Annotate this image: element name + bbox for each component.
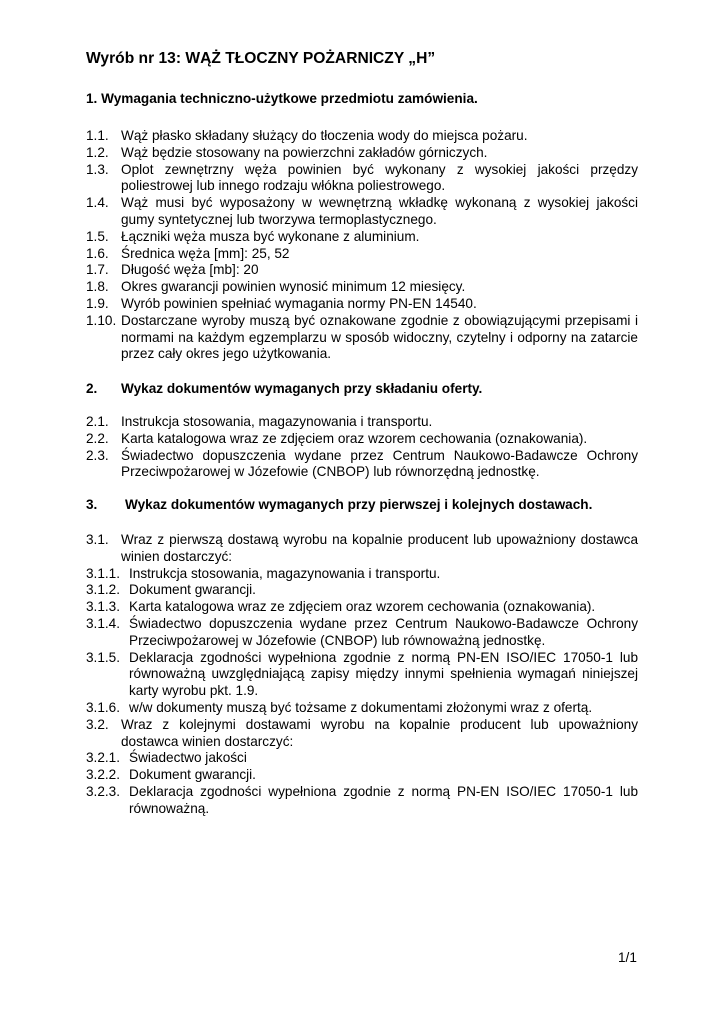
- list-item: [86, 616, 638, 650]
- item-text: Instrukcja stosowania, magazynowania i transportu.: [129, 565, 441, 581]
- item-number: 1.7.: [86, 262, 109, 278]
- item-number: 1.10.: [86, 312, 117, 328]
- item-text: Dostarczane wyroby muszą być oznakowane zgodnie z obowiązującymi przepisami i normami na każdym egzemplarzu w sposób widoczny, czytelny i odporny na zatarcie przez cały okres jego użytkowania.: [121, 312, 638, 362]
- list-item: [86, 128, 638, 145]
- document-title: Wyrób nr 13: WĄŻ TŁOCZNY POŻARNICZY „H”: [86, 50, 436, 67]
- item-number: 1.1.: [86, 128, 109, 143]
- item-number: 3.2.3.: [86, 783, 121, 799]
- item-text: Wraz z kolejnymi dostawami wyrobu na kopalnie producent lub upoważniony dostawca winien dostarczyć:: [121, 716, 638, 749]
- item-text: Deklaracja zgodności wypełniona zgodnie z normą PN-EN ISO/IEC 17050-1 lub równoważną uwzględniającą zapisy między innymi spełnienia wymagań niniejszej karty wyrobu pkt. 1.9.: [129, 649, 638, 699]
- list-item: [86, 246, 638, 263]
- section2-heading: [86, 381, 482, 398]
- item-text: Łączniki węża musza być wykonane z aluminium.: [121, 228, 420, 244]
- item-number: 2.1.: [86, 414, 109, 429]
- list-item: [86, 313, 638, 363]
- item-text: Średnica węża [mm]: 25, 52: [121, 245, 290, 261]
- section3-heading: [86, 497, 592, 514]
- list-item: [86, 784, 638, 818]
- item-text: Wąż musi być wyposażony w wewnętrzną wkładkę wykonaną z wysokiej jakości gumy syntetycznej lub tworzywa termoplastycznego.: [121, 195, 638, 227]
- list-item: [86, 532, 638, 566]
- list-item: [86, 414, 638, 431]
- list-item: [86, 750, 638, 767]
- item-text: Dokument gwarancji.: [129, 767, 256, 783]
- item-text: Świadectwo dopuszczenia wydane przez Centrum Naukowo-Badawcze Ochrony Przeciwpożarowej w Józefowie (CNBOP) lub równorzędną jednostkę.: [121, 447, 638, 480]
- list-item: [86, 279, 638, 296]
- item-text: Wyrób powinien spełniać wymagania normy PN-EN 14540.: [121, 295, 477, 311]
- list-item: [86, 767, 638, 784]
- list-item: [86, 448, 638, 482]
- item-number: 1.3.: [86, 161, 109, 177]
- item-number: 3.1.3.: [86, 599, 121, 615]
- item-number: 3.1.: [86, 532, 109, 547]
- item-text: Karta katalogowa wraz ze zdjęciem oraz wzorem cechowania (oznakowania).: [129, 599, 596, 615]
- item-text: Instrukcja stosowania, magazynowania i transportu.: [121, 414, 433, 429]
- list-item: [86, 650, 638, 700]
- item-number: 3.1.2.: [86, 582, 121, 598]
- item-text: Wąż płasko składany służący do tłoczenia wody do miejsca pożaru.: [121, 128, 528, 143]
- item-text: Wraz z pierwszą dostawą wyrobu na kopalnie producent lub upoważniony dostawca winien dostarczyć:: [121, 532, 638, 564]
- item-text: Świadectwo jakości: [129, 750, 247, 766]
- item-number: 3.1.4.: [86, 615, 121, 631]
- item-text: Świadectwo dopuszczenia wydane przez Centrum Naukowo-Badawcze Ochrony Przeciwpożarowej w Józefowie (CNBOP) lub równoważną jednostkę.: [129, 615, 638, 648]
- list-item: [86, 195, 638, 229]
- item-number: 3.1.6.: [86, 699, 121, 715]
- item-number: 3.2.1.: [86, 750, 121, 766]
- item-number: 2.2.: [86, 430, 109, 446]
- item-text: Oplot zewnętrzny węża powinien być wykonany z wysokiej jakości przędzy poliestrowej lub innego rodzaju włókna poliestrowego.: [121, 161, 638, 194]
- item-number: 1.4.: [86, 195, 109, 211]
- list-item: [86, 145, 638, 162]
- item-text: Deklaracja zgodności wypełniona zgodnie z normą PN-EN ISO/IEC 17050-1 lub równoważną.: [129, 783, 638, 816]
- list-item: [86, 262, 638, 279]
- list-item: [86, 599, 638, 616]
- list-item: [86, 700, 638, 717]
- item-text: Karta katalogowa wraz ze zdjęciem oraz wzorem cechowania (oznakowania).: [121, 430, 588, 446]
- list-item: [86, 229, 638, 246]
- item-number: 3.2.: [86, 716, 109, 732]
- item-number: 1.6.: [86, 245, 109, 261]
- item-text: Dokument gwarancji.: [129, 582, 256, 598]
- item-number: 1.2.: [86, 144, 109, 160]
- item-number: 1.8.: [86, 279, 109, 295]
- section2-number: 2.: [86, 381, 98, 396]
- section3-title: Wykaz dokumentów wymaganych przy pierwszej i kolejnych dostawach.: [125, 497, 593, 512]
- list-item: [86, 566, 638, 583]
- section3-list: [86, 532, 638, 818]
- item-number: 1.9.: [86, 295, 109, 311]
- item-number: 1.5.: [86, 228, 109, 244]
- item-text: Długość węża [mb]: 20: [121, 262, 259, 278]
- item-number: 3.1.1.: [86, 565, 121, 581]
- section1-list: [86, 128, 638, 363]
- list-item: [86, 162, 638, 196]
- list-item: [86, 582, 638, 599]
- item-text: w/w dokumenty muszą być tożsame z dokumentami złożonymi wraz z ofertą.: [129, 699, 593, 715]
- item-text: Okres gwarancji powinien wynosić minimum 12 miesięcy.: [121, 279, 466, 295]
- section1-heading: 1. Wymagania techniczno-użytkowe przedmiotu zamówienia.: [86, 91, 478, 106]
- section2-title: Wykaz dokumentów wymaganych przy składaniu oferty.: [121, 381, 483, 396]
- section2-list: [86, 414, 638, 481]
- section3-number: 3.: [86, 497, 98, 512]
- item-number: 3.1.5.: [86, 649, 121, 665]
- item-text: Wąż będzie stosowany na powierzchni zakładów górniczych.: [121, 144, 488, 160]
- list-item: [86, 431, 638, 448]
- item-number: 2.3.: [86, 447, 109, 463]
- list-item: [86, 296, 638, 313]
- list-item: [86, 717, 638, 751]
- item-number: 3.2.2.: [86, 767, 121, 783]
- page-number: 1/1: [618, 950, 637, 965]
